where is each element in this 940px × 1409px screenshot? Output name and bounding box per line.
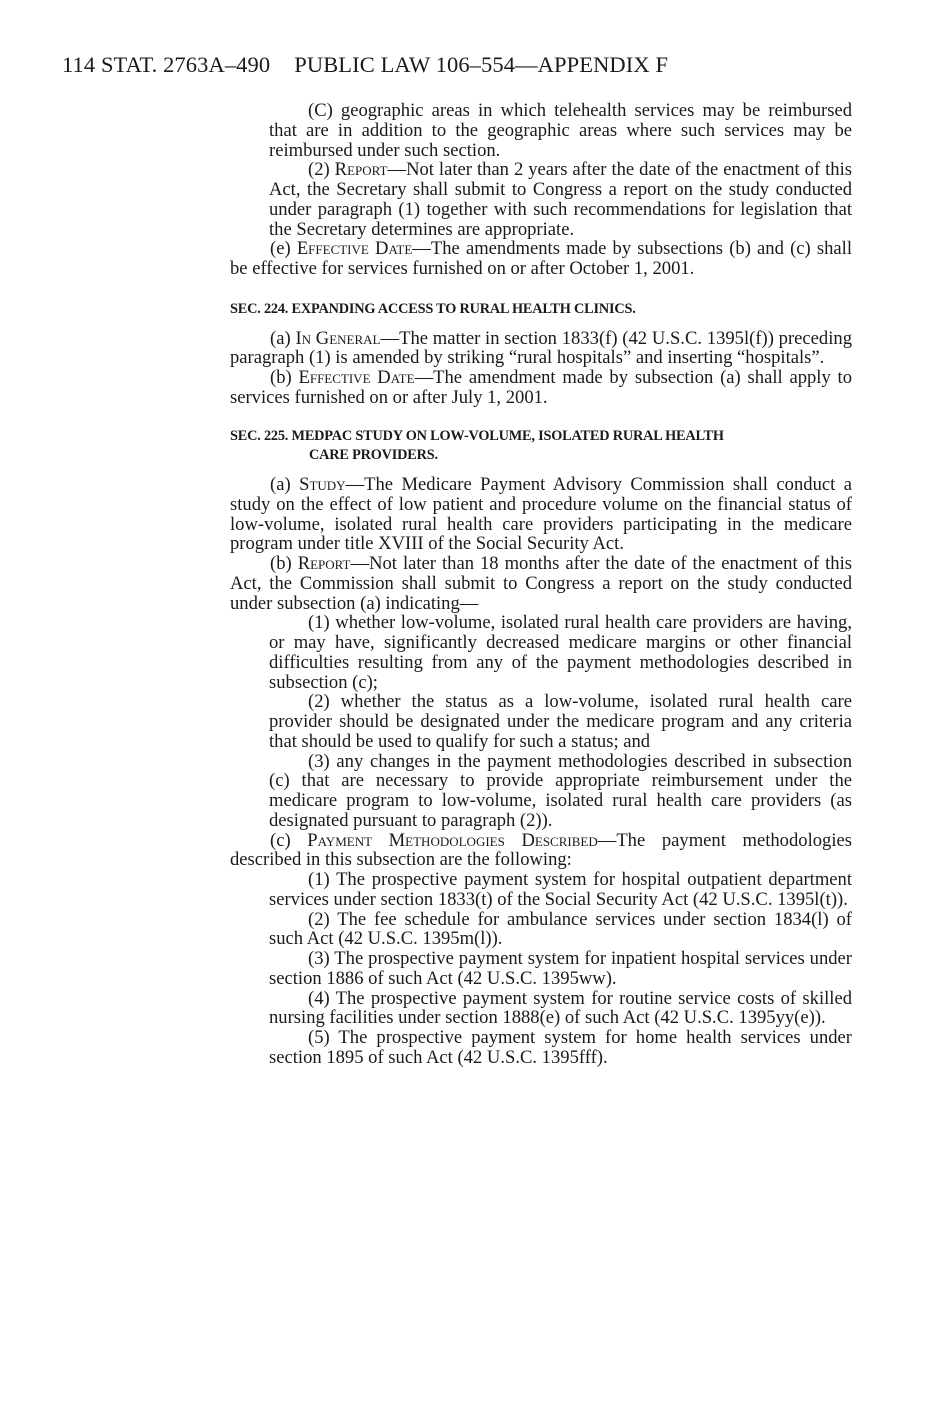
paragraph-c-geographic-areas: (C) geographic areas in which telehealth services may be reimbursed that are in addition to the geographic areas where such services may be reimbursed under such section. bbox=[269, 100, 852, 161]
section-225-subsection-c: (c) Payment Methodologies Described—The payment methodologies described in this subsection are the following: bbox=[230, 829, 852, 871]
section-224-heading: SEC. 224. EXPANDING ACCESS TO RURAL HEALTH CLINICS. bbox=[230, 300, 636, 317]
run-in-heading: Report bbox=[334, 159, 388, 181]
body-text bbox=[230, 101, 852, 1068]
section-224-subsection-a: (a) In General—The matter in section 1833(f) (42 U.S.C. 1395l(f)) preceding paragraph (1) is amended by striking “rural hospitals” and inserting “hospitals”. bbox=[230, 327, 852, 369]
subsection-e-effective-date: (e) Effective Date—The amendments made by subsections (b) and (c) shall be effective for services furnished on or after October 1, 2001. bbox=[230, 238, 852, 279]
run-in-heading: Study bbox=[299, 474, 346, 495]
section-225-c-paragraph-5: (5) The prospective payment system for home health services under section 1895 of such Act (42 U.S.C. 1395fff). bbox=[269, 1027, 852, 1068]
run-in-heading: Effective Date bbox=[298, 367, 415, 388]
section-224-subsection-b: (b) Effective Date—The amendment made by subsection (a) shall apply to services furnished on or after July 1, 2001. bbox=[230, 367, 852, 408]
header-title: PUBLIC LAW 106–554—APPENDIX F bbox=[294, 52, 669, 77]
section-225-c-paragraph-2: (2) The fee schedule for ambulance services under section 1834(l) of such Act (42 U.S.C. 1395m(l)). bbox=[269, 908, 852, 950]
section-225-subsection-a: (a) Study—The Medicare Payment Advisory Commission shall conduct a study on the effect of low patient and procedure volume on the financial status of low-volume, isolated rural health care providers participating in the medicare program under title XVIII of the Social Security Act. bbox=[230, 474, 852, 555]
section-225-c-paragraph-1: (1) The prospective payment system for hospital outpatient department services under section 1833(t) of the Social Security Act (42 U.S.C. 1395l(t)). bbox=[269, 869, 852, 910]
section-225-heading-line-2: CARE PROVIDERS. bbox=[309, 447, 438, 464]
run-in-heading: In General bbox=[295, 327, 381, 349]
section-225-subsection-b: (b) Report—Not later than 18 months after the date of the enactment of this Act, the Commission shall submit to Congress a report on the study conducted under subsection (a) indicating— bbox=[230, 553, 852, 614]
page-reference: 114 STAT. 2763A–490 bbox=[62, 52, 271, 77]
run-in-heading: Report bbox=[297, 553, 351, 574]
section-225-heading bbox=[230, 427, 852, 467]
section-225-c-paragraph-3: (3) The prospective payment system for inpatient hospital services under section 1886 of such Act (42 U.S.C. 1395ww). bbox=[269, 948, 852, 989]
running-header bbox=[62, 52, 668, 78]
section-225-heading-line-1: SEC. 225. MEDPAC STUDY ON LOW-VOLUME, ISOLATED RURAL HEALTH bbox=[230, 427, 724, 444]
paragraph-2-report: (2) Report—Not later than 2 years after the date of the enactment of this Act, the Secretary shall submit to Congress a report on the study conducted under paragraph (1) together with such recommendations for legislation that the Secretary determines are appropriate. bbox=[269, 159, 852, 240]
section-225-b-paragraph-3: (3) any changes in the payment methodologies described in subsection (c) that are necessary to provide appropriate reimbursement under the medicare program to low-volume, isolated rural health care providers (as designated pursuant to paragraph (2)). bbox=[269, 750, 852, 831]
run-in-heading: Effective Date bbox=[296, 238, 413, 260]
section-225-b-paragraph-2: (2) whether the status as a low-volume, isolated rural health care provider should be designated under the medicare program and any criteria that should be used to qualify for such a status; and bbox=[269, 691, 852, 752]
run-in-heading: Payment Methodologies Described bbox=[307, 829, 598, 851]
section-225-c-paragraph-4: (4) The prospective payment system for routine service costs of skilled nursing facilities under section 1888(e) of such Act (42 U.S.C. 1395yy(e)). bbox=[269, 987, 852, 1029]
section-225-b-paragraph-1: (1) whether low-volume, isolated rural health care providers are having, or may have, significantly decreased medicare margins or other financial difficulties resulting from any of the payment methodologies described in subsection (c); bbox=[269, 612, 852, 693]
